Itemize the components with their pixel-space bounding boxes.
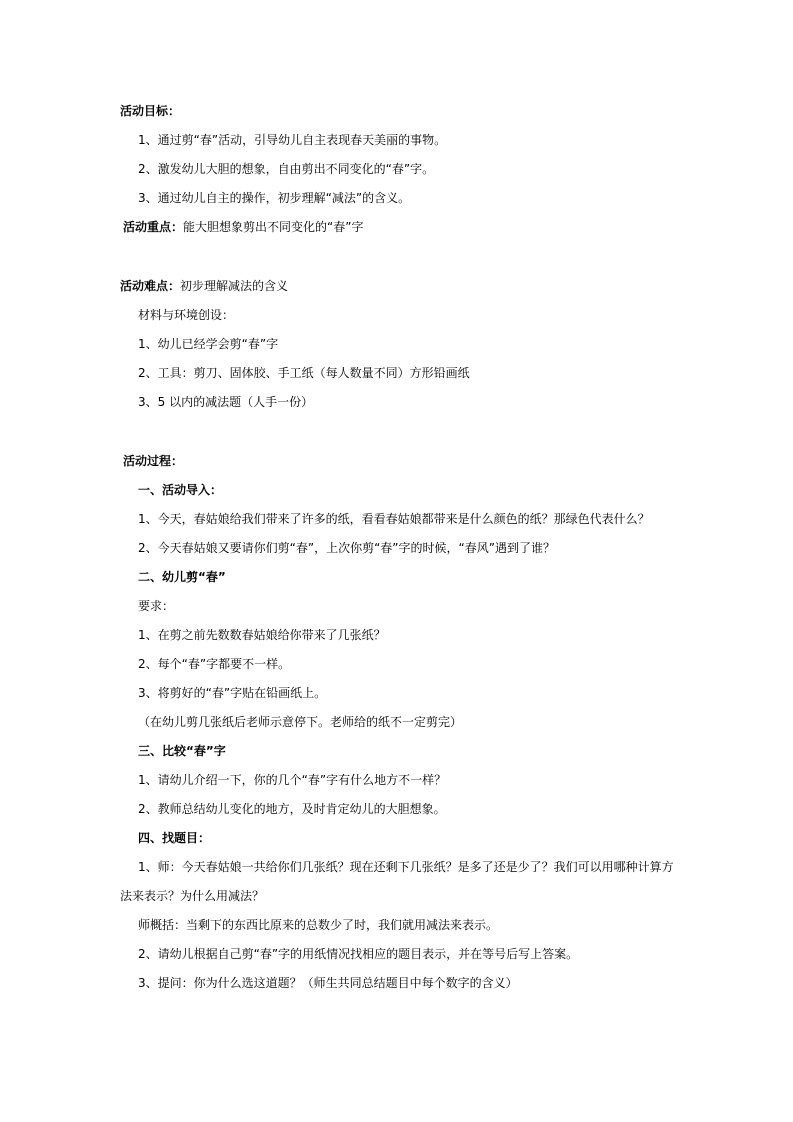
key-point-label: 活动重点： bbox=[123, 220, 184, 234]
difficulty-text: 初步理解减法的含义 bbox=[180, 279, 289, 293]
section2-item: 1、在剪之前先数数春姑娘给你带来了几张纸？ bbox=[138, 628, 386, 642]
goal-item: 2、激发幼儿大胆的想象，自由剪出不同变化的“春”字。 bbox=[138, 162, 435, 176]
section4-item1-line1: 1、师：今天春姑娘一共给你们几张纸？现在还剩下几张纸？是多了还是少了？我们可以用哪种计算方 bbox=[138, 860, 674, 874]
section3-item: 2、教师总结幼儿变化的地方，及时肯定幼儿的大胆想象。 bbox=[138, 802, 446, 816]
materials-heading: 材料与环境创设： bbox=[138, 308, 235, 322]
section3-title: 三、比较“春”字 bbox=[138, 744, 226, 758]
key-point-text: 能大胆想象剪出不同变化的“春”字 bbox=[183, 220, 364, 234]
section2-requirement: 要求： bbox=[138, 599, 175, 613]
section3-item: 1、请幼儿介绍一下，你的几个“春”字有什么地方不一样？ bbox=[138, 773, 447, 787]
section2-title: 二、幼儿剪“春” bbox=[138, 570, 226, 584]
section4-item1-line2: 法来表示？为什么用减法？ bbox=[120, 889, 265, 903]
section1-title: 一、活动导入： bbox=[138, 483, 223, 497]
difficulty-label: 活动难点： bbox=[120, 279, 181, 293]
section1-item: 2、今天春姑娘又要请你们剪“春”，上次你剪“春”字的时候，“春风”遇到了谁？ bbox=[138, 541, 555, 555]
section4-item3: 3、提问：你为什么选这道题？（师生共同总结题目中每个数字的含义） bbox=[138, 976, 518, 990]
section2-item: 2、每个“春”字都要不一样。 bbox=[138, 657, 291, 671]
section2-note: （在幼儿剪几张纸后老师示意停下。老师给的纸不一定剪完） bbox=[138, 715, 463, 729]
goal-item: 3、通过幼儿自主的操作，初步理解“减法”的含义。 bbox=[138, 191, 411, 205]
section2-item: 3、将剪好的“春”字贴在铅画纸上。 bbox=[138, 686, 327, 700]
section1-item: 1、今天，春姑娘给我们带来了许多的纸，看看春姑娘都带来是什么颜色的纸？那绿色代表什么？ bbox=[138, 512, 650, 526]
process-heading: 活动过程： bbox=[123, 454, 184, 468]
difficulty bbox=[120, 278, 288, 294]
goals-heading: 活动目标： bbox=[120, 104, 181, 118]
section4-item2: 2、请幼儿根据自己剪“春”字的用纸情况找相应的题目表示，并在等号后写上答案。 bbox=[138, 947, 579, 961]
section4-summary: 师概括：当剩下的东西比原来的总数少了时，我们就用减法来表示。 bbox=[138, 918, 499, 932]
material-item: 3、5 以内的减法题（人手一份） bbox=[138, 395, 314, 409]
material-item: 1、幼儿已经学会剪“春”字 bbox=[138, 337, 279, 351]
material-item: 2、工具：剪刀、固体胶、手工纸（每人数量不同）方形铅画纸 bbox=[138, 366, 470, 380]
key-point bbox=[123, 219, 363, 235]
goal-item: 1、通过剪“春”活动，引导幼儿自主表现春天美丽的事物。 bbox=[138, 133, 447, 147]
section4-title: 四、找题目： bbox=[138, 831, 211, 845]
